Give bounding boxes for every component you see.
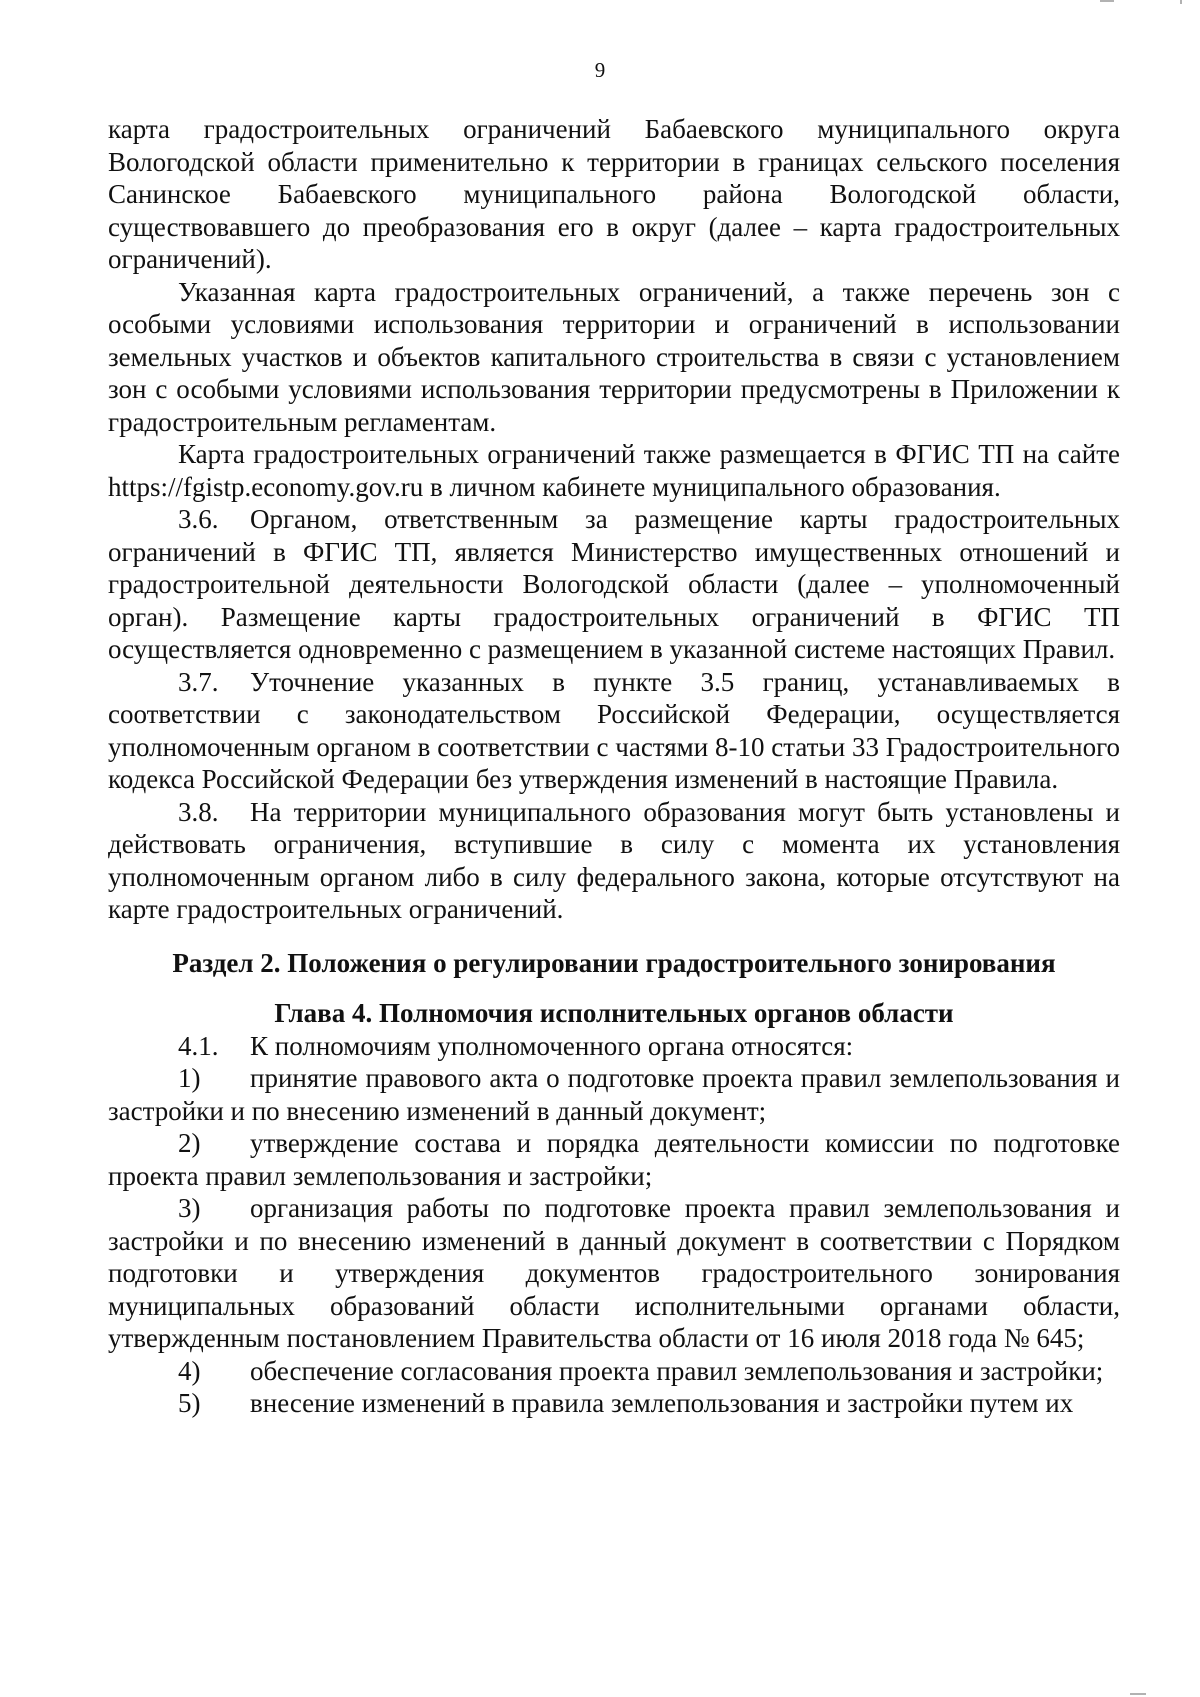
clause-number: 3.8. [178, 796, 219, 827]
clause-text: К полномочиям уполномоченного органа относятся: [250, 1030, 854, 1061]
clause-4-1 [108, 1030, 1120, 1063]
clause-number: 4.1. [178, 1030, 219, 1061]
clause-3-6 [108, 503, 1120, 666]
paragraph-map-description: карта градостроительных ограничений Бабаевского муниципального округа Вологодской области применительно к территории в границах сельского поселения Санинское Бабаевского муниципального района Вологодской области, существовавшего до преобразования его в округ (далее – карта градостроительных ограничений). [108, 114, 1120, 274]
clause-3-8 [108, 796, 1120, 926]
clause-number: 3.7. [178, 666, 219, 697]
list-item-text: утверждение состава и порядка деятельности комиссии по подготовке проекта правил землепользования и застройки; [108, 1128, 1120, 1191]
page-number: 9 [594, 58, 606, 82]
scan-artifact [1130, 1693, 1146, 1695]
list-item [108, 1355, 1120, 1388]
paragraph-fgis-placement: Карта градостроительных ограничений также размещается в ФГИС ТП на сайте https://fgistp.economy.gov.ru в личном кабинете муниципального образования. [108, 439, 1120, 502]
list-item [108, 1127, 1120, 1192]
list-item-text: обеспечение согласования проекта правил землепользования и застройки; [250, 1355, 1104, 1386]
document-body [108, 113, 1120, 1420]
section-heading: Раздел 2. Положения о регулировании градостроительного зонирования [172, 947, 1056, 978]
paragraph-map-annex: Указанная карта градостроительных ограничений, а также перечень зон с особыми условиями использования территории и ограничений в использовании земельных участков и объектов капитального строительства в связи с установлением зон с особыми условиями использования территории предусмотрены в Приложении к градостроительным регламентам. [108, 276, 1120, 437]
clause-number: 3.6. [178, 504, 219, 534]
list-item-number: 2) [178, 1128, 201, 1158]
scan-artifact [1100, 0, 1114, 2]
list-item-number: 4) [178, 1355, 201, 1386]
list-item [108, 1387, 1120, 1420]
scan-artifact [1180, 0, 1182, 4]
list-item [108, 1192, 1120, 1355]
clause-text: На территории муниципального образования могут быть установлены и действовать ограничения, вступившие в силу с момента их установления уполномоченным органом либо в силу федерального закона, которые отсутствуют на карте градостроительных ограничений. [108, 796, 1120, 924]
list-item-number: 1) [178, 1063, 201, 1093]
clause-3-7 [108, 666, 1120, 796]
chapter-heading: Глава 4. Полномочия исполнительных органов области [274, 998, 954, 1028]
list-item-text: принятие правового акта о подготовке проекта правил землепользования и застройки и по внесению изменений в данный документ; [108, 1063, 1120, 1126]
list-item-number: 3) [178, 1193, 201, 1223]
clause-text: Органом, ответственным за размещение карты градостроительных ограничений в ФГИС ТП, является Министерство имущественных отношений и градостроительной деятельности Вологодской области (далее – уполномоченный орган). Размещение карты градостроительных ограничений в ФГИС ТП осуществляется одновременно с размещением в указанной системе настоящих Правил. [108, 504, 1120, 664]
list-item-number: 5) [178, 1388, 201, 1418]
list-item [108, 1062, 1120, 1127]
list-item-text: внесение изменений в правила землепользования и застройки путем их [250, 1388, 1074, 1418]
clause-text: Уточнение указанных в пункте 3.5 границ, устанавливаемых в соответствии с законодательством Российской Федерации, осуществляется уполномоченным органом в соответствии с частями 8-10 статьи 33 Градостроительного кодекса Российской Федерации без утверждения изменений в настоящие Правила. [108, 666, 1120, 794]
list-item-text: организация работы по подготовке проекта правил землепользования и застройки и по внесению изменений в данный документ в соответствии с Порядком подготовки и утверждения документов градостроительного зонирования муниципальных образований области исполнительными органами области, утвержденным постановлением Правительства области от 16 июля 2018 года № 645; [108, 1193, 1120, 1353]
